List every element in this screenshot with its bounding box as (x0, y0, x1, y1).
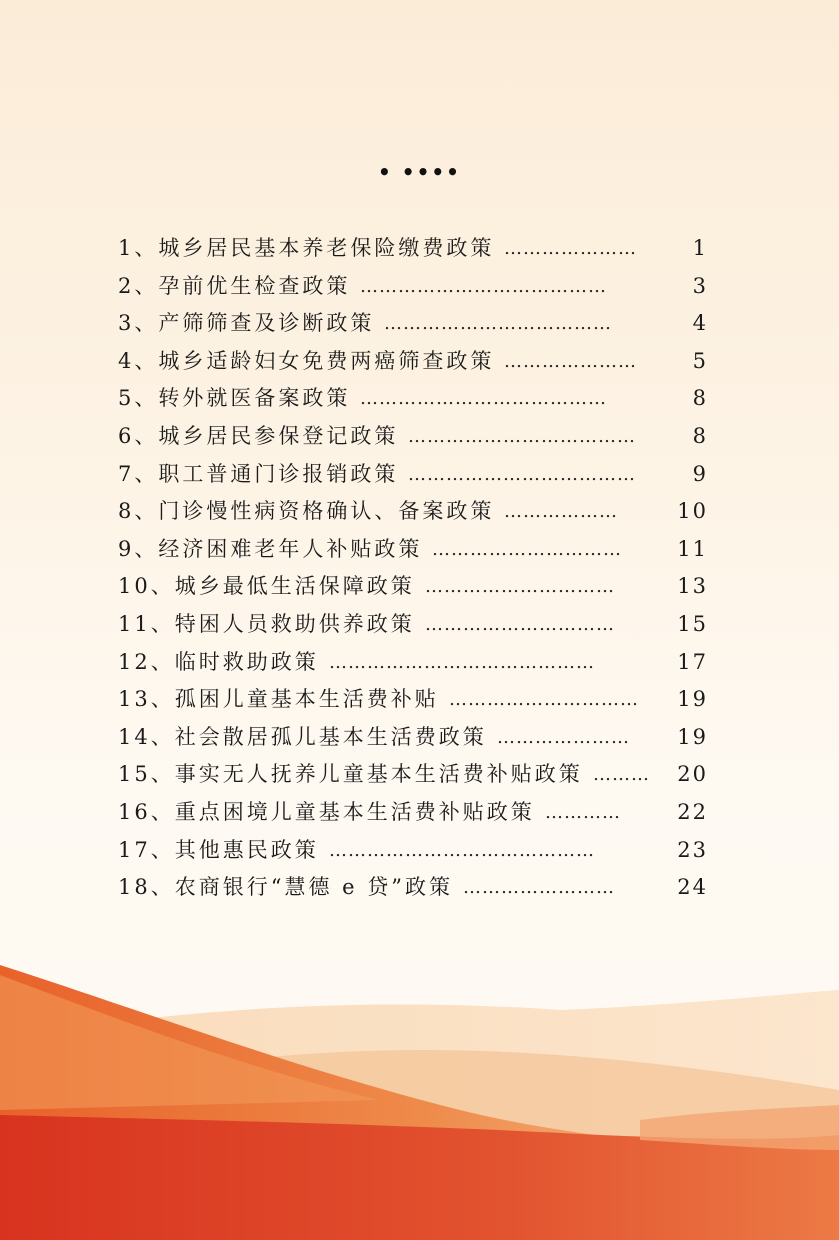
light-wave (0, 990, 839, 1240)
toc-heading: • •••• (378, 160, 461, 184)
toc-page-number: 19 (677, 724, 708, 749)
toc-dot-leader: ………… (545, 801, 621, 823)
toc-entry[interactable] (118, 305, 708, 343)
toc-entry-title: 8、门诊慢性病资格确认、备案政策 (118, 499, 495, 524)
toc-dot-leader: ……………… (504, 501, 618, 523)
toc-page-number: 5 (692, 348, 708, 373)
toc-entry-title: 15、事实无人抚养儿童基本生活费补贴政策 (118, 762, 583, 787)
toc-entry-title: 7、职工普通门诊报销政策 (118, 461, 399, 486)
orange-wave (0, 965, 839, 1240)
toc-page-number: 20 (677, 762, 708, 787)
toc-entry-title: 1、城乡居民基本养老保险缴费政策 (118, 236, 495, 260)
toc-entry-title: 10、城乡最低生活保障政策 (118, 574, 415, 599)
beige-wave (240, 1050, 839, 1240)
toc-entry-title: 11、特困人员救助供养政策 (118, 611, 415, 636)
toc-entry[interactable] (118, 756, 708, 794)
toc-entry-title: 17、其他惠民政策 (118, 837, 319, 862)
red-wave (0, 1115, 839, 1240)
toc-page-number: 8 (692, 386, 708, 411)
toc-page-number: 11 (677, 536, 708, 561)
toc-page-number: 1 (692, 236, 708, 260)
toc-page-number: 23 (677, 837, 708, 862)
toc-page-number: 22 (677, 799, 708, 824)
toc-entry[interactable] (118, 794, 708, 832)
toc-dot-leader: ………………………………… (360, 275, 607, 297)
toc-entry-title: 18、农商银行“慧德 e 贷”政策 (118, 875, 453, 900)
toc-entry-title: 4、城乡适龄妇女免费两癌筛查政策 (118, 348, 495, 373)
toc-page-number: 24 (677, 875, 708, 900)
toc-page-number: 19 (677, 687, 708, 712)
toc-dot-leader: ………………………… (449, 689, 639, 711)
toc-dot-leader: ……………………………… (408, 425, 636, 447)
toc-dot-leader: ………………………… (425, 576, 615, 598)
toc-dot-leader: ………………………… (425, 613, 615, 635)
toc-entry[interactable] (118, 869, 708, 907)
toc-dot-leader: …………………… (463, 877, 615, 899)
toc-entry[interactable] (118, 493, 708, 531)
toc-page-number: 3 (692, 273, 708, 298)
toc-entry-title: 6、城乡居民参保登记政策 (118, 423, 399, 448)
toc-entry[interactable] (118, 681, 708, 719)
toc-entry-title: 3、产筛筛查及诊断政策 (118, 311, 375, 336)
toc-page-number: 13 (677, 574, 708, 599)
toc-entry[interactable] (118, 268, 708, 306)
toc-dot-leader: ………………………… (432, 538, 622, 560)
toc-dot-leader: ………………… (504, 350, 637, 372)
toc-dot-leader: ……………………………… (384, 313, 612, 335)
orange-highlight (0, 975, 380, 1110)
toc-entry[interactable] (118, 418, 708, 456)
toc-dot-leader: ………………… (497, 726, 630, 748)
toc-dot-leader: ………………… (504, 238, 637, 259)
toc-entry-title: 16、重点困境儿童基本生活费补贴政策 (118, 799, 535, 824)
toc-entry[interactable] (118, 531, 708, 569)
toc-entry[interactable] (118, 644, 708, 682)
toc-page-number: 15 (677, 611, 708, 636)
toc-dot-leader: ………………………………… (360, 388, 607, 410)
toc-entry-title: 2、孕前优生检查政策 (118, 273, 351, 298)
toc-page-number: 10 (677, 499, 708, 524)
toc-page-number: 9 (692, 461, 708, 486)
toc-entry-title: 12、临时救助政策 (118, 649, 319, 674)
toc-entry-title: 5、转外就医备案政策 (118, 386, 351, 411)
toc-page-number: 17 (677, 649, 708, 674)
toc-entry[interactable] (118, 456, 708, 494)
toc-page-number: 4 (692, 311, 708, 336)
toc-dot-leader: ……… (593, 764, 650, 786)
toc-entry[interactable] (118, 380, 708, 418)
toc-entry[interactable] (118, 230, 708, 268)
toc-dot-leader: …………………………………… (329, 839, 595, 861)
toc-entry[interactable] (118, 568, 708, 606)
toc-entry-title: 13、孤困儿童基本生活费补贴 (118, 687, 439, 712)
toc-page-number: 8 (692, 423, 708, 448)
table-of-contents (118, 230, 708, 907)
toc-entry[interactable] (118, 343, 708, 381)
toc-entry-title: 14、社会散居孤儿基本生活费政策 (118, 724, 487, 749)
right-peach-wave (640, 1105, 839, 1150)
toc-entry[interactable] (118, 606, 708, 644)
toc-entry[interactable] (118, 832, 708, 870)
toc-dot-leader: …………………………………… (329, 651, 595, 673)
toc-entry-title: 9、经济困难老年人补贴政策 (118, 536, 423, 561)
toc-dot-leader: ……………………………… (408, 463, 636, 485)
toc-entry[interactable] (118, 719, 708, 757)
